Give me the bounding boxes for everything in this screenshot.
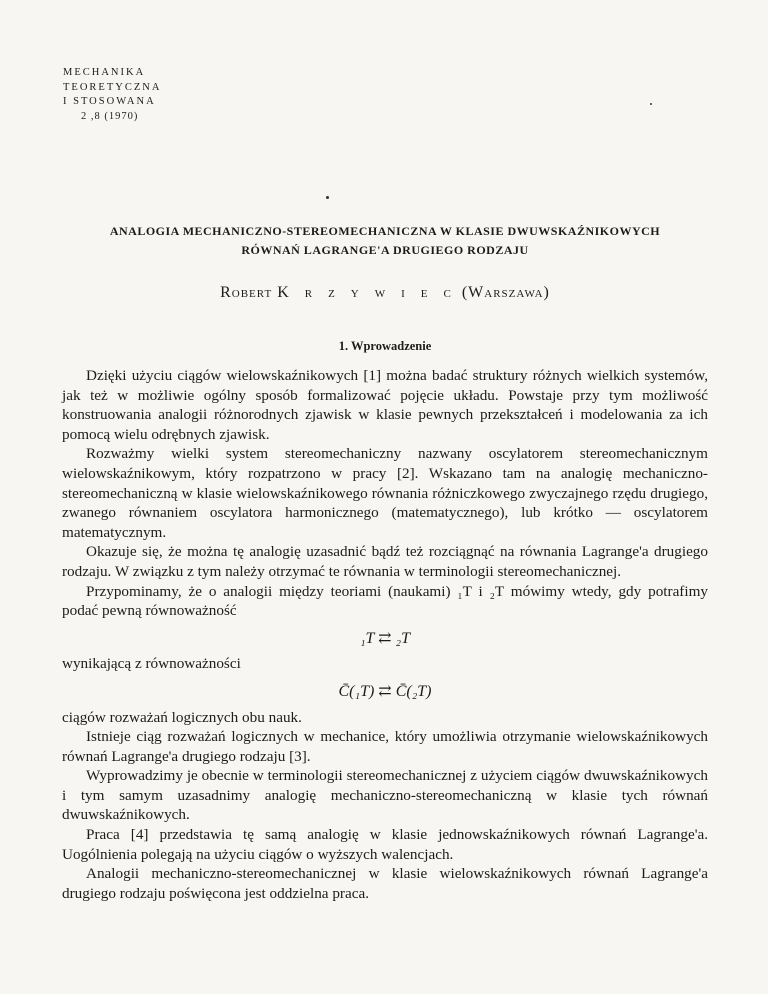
journal-header <box>63 66 161 124</box>
formula-equivalence: ₁T ⇄ ₂T <box>359 629 411 647</box>
author-line <box>60 284 710 302</box>
author-last-name: K r z y w i e c <box>277 284 457 301</box>
paragraph: Istnieje ciąg rozważań logicznych w mechanice, który umożliwia otrzymanie wielowskaźnikowych równań Lagrange'a drugiego rodzaju [3]. <box>62 728 708 765</box>
journal-name-line3: I STOSOWANA <box>63 96 156 107</box>
paragraph: Przypominamy, że o analogii między teoriami (naukami) ₁T i ₂T mówimy wtedy, gdy potrafimy podać pewną równoważność <box>62 582 708 620</box>
paragraph: Dzięki użyciu ciągów wielowskaźnikowych [1] można badać struktury różnych wielkich systemów, jak też w możliwie ogólny sposób formalizować pojęcie układu. Powstaje przy tym możliwość konstruowania analogii różnorodnych zjawisk w klasie pewnych przekształceń i modelowania za ich pomocą wielu odrębnych zjawisk. <box>62 367 708 443</box>
paragraph: Rozważmy wielki system stereomechaniczny nazwany oscylatorem stereomechanicznym wielowskaźnikowym, który rozpatrzono w pracy [2]. Wskazano tam na analogię mechaniczno-stereomechaniczną w klasie wielowskaźnikowego równania różniczkowego zwyczajnego rzędu drugiego, zwanego równaniem oscylatora harmonicznego (matematycznego), lub krótko — oscylatorem matematycznym. <box>62 445 708 541</box>
title-line2: RÓWNAŃ LAGRANGE'A DRUGIEGO RODZAJU <box>241 243 529 257</box>
journal-name-line1: MECHANIKA <box>63 67 146 78</box>
title-line1: ANALOGIA MECHANICZNO-STEREOMECHANICZNA W KLASIE DWUWSKAŹNIKOWYCH <box>109 224 661 238</box>
paragraph: ciągów rozważań logicznych obu nauk. <box>62 708 302 726</box>
paragraph: wynikającą z równoważności <box>62 655 241 673</box>
journal-issue: 2 ,8 (1970) <box>81 110 139 122</box>
paragraph: Wyprowadzimy je obecnie w terminologii stereomechanicznej z użyciem ciągów dwuwskaźnikowych i tym samym uzasadnimy analogię mechaniczno-stereomechaniczną w klasie tych równań dwuwskaźnikowych. <box>62 767 708 824</box>
paragraph: Praca [4] przedstawia tę samą analogię w klasie jednowskaźnikowych równań Lagrange'a. Uogólnienia polegają na użyciu ciągów o wyższych walencjach. <box>62 826 708 863</box>
scan-speck <box>326 196 329 199</box>
formula-sequence-equivalence: C̄(₁T) ⇄ C̄(₂T) <box>338 682 432 700</box>
journal-name-line2: TEORETYCZNA <box>63 81 162 93</box>
paragraph: Analogii mechaniczno-stereomechanicznej w klasie wielowskaźnikowych równań Lagrange'a drugiego rodzaju poświęcona jest oddzielna praca. <box>62 865 708 902</box>
paper-title <box>60 222 710 260</box>
author-affiliation: (Warszawa) <box>461 284 550 301</box>
body-text <box>62 366 708 903</box>
author-first-name: Robert <box>220 284 273 301</box>
scan-speck <box>650 103 652 105</box>
section-heading: 1. Wprowadzenie <box>338 339 432 353</box>
paragraph: Okazuje się, że można tę analogię uzasadnić bądź też rozciągnąć na równania Lagrange'a drugiego rodzaju. W związku z tym należy otrzymać te równania w terminologii stereomechanicznej. <box>62 543 708 580</box>
